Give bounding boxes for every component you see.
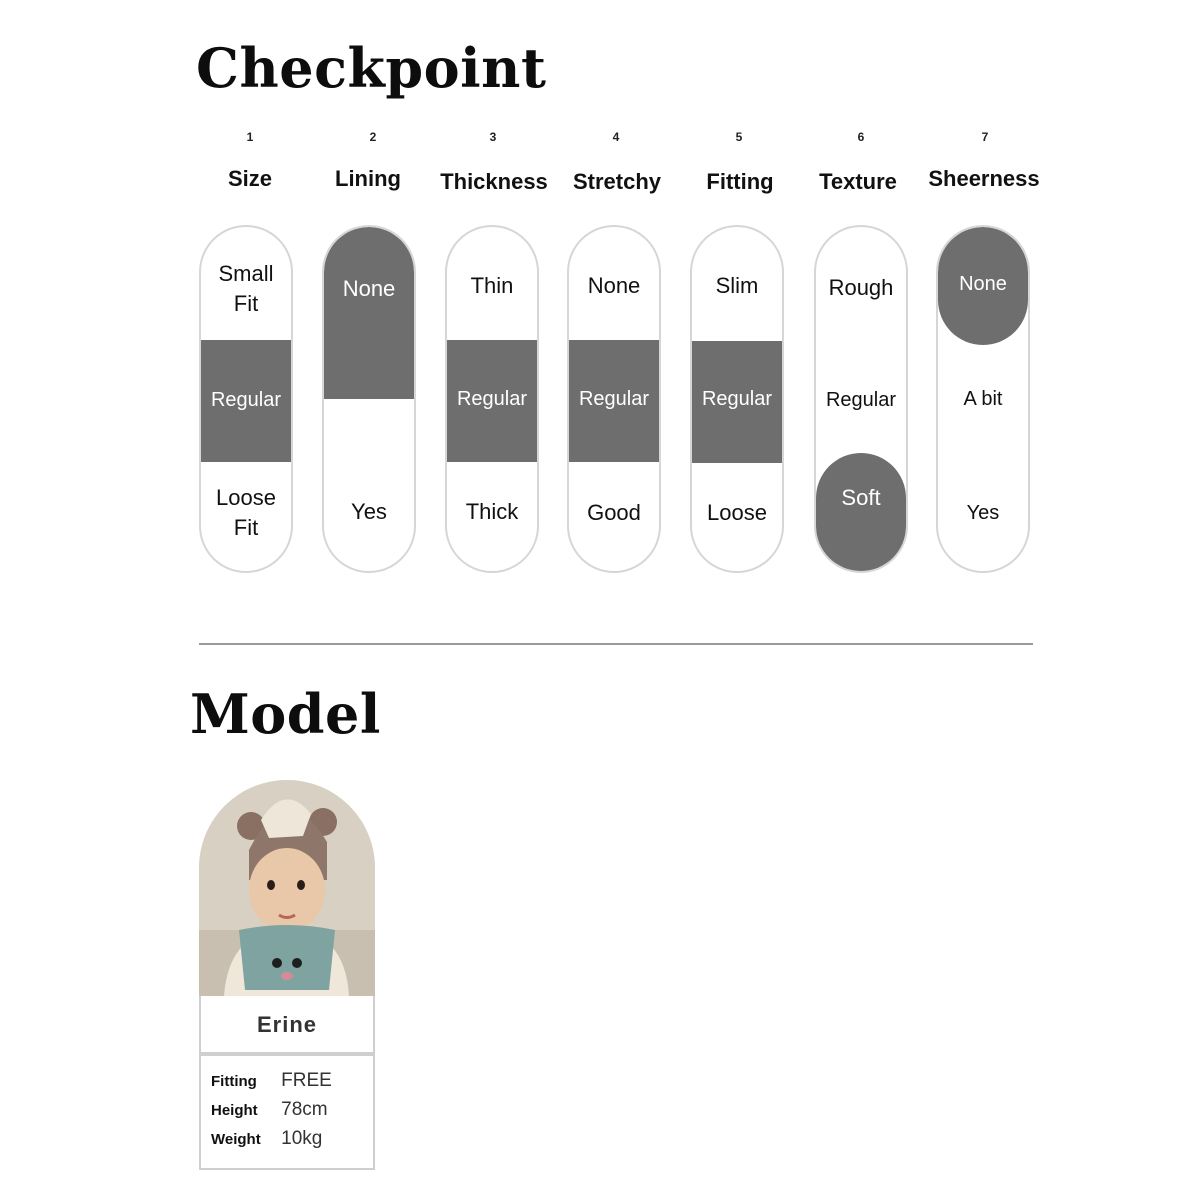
option-label: None: [587, 273, 641, 298]
option-label-selected: Regular: [456, 388, 528, 410]
info-value: FREE: [281, 1070, 332, 1091]
column-number: 7: [981, 130, 989, 144]
model-info: [199, 1054, 375, 1170]
column-label-stretchy: Stretchy: [572, 169, 662, 194]
column-number: 3: [489, 130, 497, 144]
stretchy-scale: [567, 225, 661, 573]
model-card: [199, 780, 375, 1170]
selected-band: [324, 227, 414, 399]
column-label-size: Size: [227, 166, 273, 191]
option-label-selected: Soft: [841, 485, 881, 510]
column-number: 6: [857, 130, 865, 144]
option-label: Good: [587, 500, 641, 525]
option-label-selected: None: [959, 273, 1007, 295]
option-label: Yes: [966, 502, 1000, 524]
option-label: Loose: [707, 500, 767, 525]
option-label: Regular: [825, 389, 897, 411]
option-label: Loose Fit: [216, 485, 276, 540]
option-label-selected: Regular: [210, 389, 282, 411]
selected-band: [816, 453, 906, 573]
model-title: Model: [190, 682, 381, 746]
option-label: Thin: [470, 273, 514, 298]
column-label-thickness: Thickness: [440, 169, 548, 194]
option-label-selected: None: [342, 276, 396, 301]
info-row-height: [211, 1099, 328, 1121]
info-key: Weight: [211, 1131, 261, 1148]
option-label: A bit: [963, 388, 1003, 410]
column-number: 2: [369, 130, 377, 144]
column-label-lining: Lining: [335, 166, 401, 191]
option-label-selected: Regular: [701, 388, 773, 410]
info-key: Height: [211, 1102, 258, 1119]
sheerness-scale: [936, 225, 1030, 573]
option-label: Rough: [828, 275, 894, 300]
info-value: 10kg: [281, 1128, 323, 1149]
section-divider: [199, 643, 1033, 645]
option-label: Small Fit: [218, 261, 274, 316]
model-name: Erine: [199, 996, 375, 1054]
size-scale: [199, 225, 293, 573]
info-row-fitting: [211, 1070, 332, 1092]
texture-scale: [814, 225, 908, 573]
model-photo: [199, 780, 375, 996]
fitting-scale: [690, 225, 784, 573]
option-label: Slim: [715, 273, 759, 298]
info-value: 78cm: [281, 1099, 328, 1120]
column-label-texture: Texture: [819, 169, 897, 194]
baby-photo-illustration: [199, 780, 375, 996]
option-label: Thick: [465, 499, 519, 524]
column-label-fitting: Fitting: [706, 169, 774, 194]
column-number: 5: [735, 130, 743, 144]
info-key: Fitting: [211, 1073, 257, 1090]
option-label-selected: Regular: [578, 388, 650, 410]
option-label: Yes: [351, 499, 387, 524]
checkpoint-title: Checkpoint: [196, 36, 547, 100]
column-label-sheerness: Sheerness: [928, 166, 1040, 191]
lining-scale: [322, 225, 416, 573]
thickness-scale: [445, 225, 539, 573]
info-row-weight: [211, 1128, 322, 1150]
column-number: 4: [612, 130, 620, 144]
column-number: 1: [246, 130, 254, 144]
